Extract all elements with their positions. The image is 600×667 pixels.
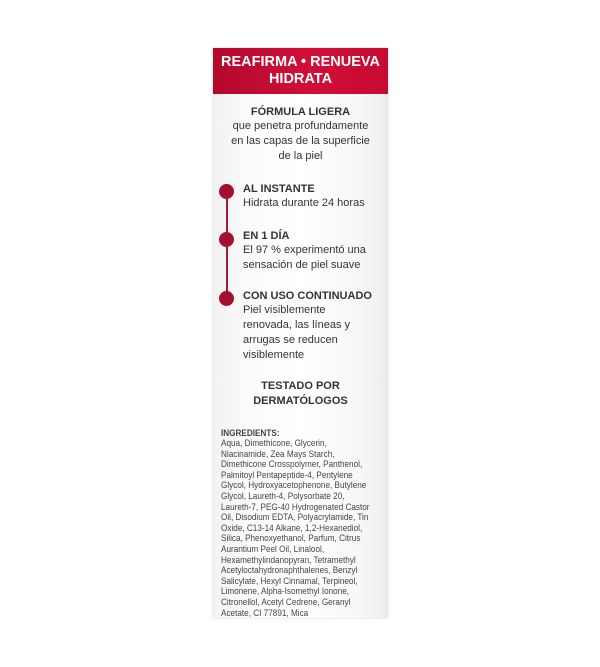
tested-line-1: TESTADO POR (261, 380, 340, 392)
formula-desc-line-1: que penetra profundamente (232, 120, 369, 132)
timeline-dot-instant (219, 184, 234, 199)
benefit-title: CON USO CONTINUADO (243, 290, 372, 302)
claims-banner (213, 48, 388, 94)
benefit-text: sensación de piel suave (243, 259, 361, 271)
benefit-title: EN 1 DÍA (243, 230, 290, 242)
ingredients-title: INGREDIENTS: (221, 428, 280, 439)
product-side-panel (213, 48, 388, 618)
ingredients-block (221, 428, 384, 618)
formula-title: FÓRMULA LIGERA (250, 106, 351, 118)
benefit-text: Hidrata durante 24 horas (243, 197, 365, 209)
tested-line-2: DERMATÓLOGOS (253, 395, 348, 407)
timeline-dot-one-day (219, 232, 234, 247)
formula-desc-line-2: en las capas de la superficie (231, 135, 370, 147)
benefit-text: Piel visiblemente (243, 304, 326, 316)
benefit-text: El 97 % experimentó una (243, 244, 366, 256)
formula-desc-line-3: de la piel (278, 150, 323, 162)
banner-hydrate-line: HIDRATA (268, 71, 333, 87)
benefit-instant (243, 182, 382, 211)
formula-section (213, 105, 388, 164)
benefit-text: arrugas se reducen (243, 334, 338, 346)
ingredients-list: Aqua, Dimethicone, Glycerin, Niacinamide, Zea Mays Starch, Dimethicone Crosspolymer, Panthenol, Palmitoyl Pentapeptide-4, Pentylene Glycol, Hydroxyacetophenone, Butylene Glycol, Laureth-4, Polysorbate 20, Laureth-7, PEG-40 Hydrogenated Castor Oil, Disodium EDTA, Polyacrylamide, Tin Oxide, C13-14 Alkane, 1,2-Hexanediol, Silica, Phenoxyethanol, Parfum, Citrus Aurantium Peel Oil, Linalool, Hexamethylindanopyran, Tetramethyl Acetyloctahydronaphthalenes, Benzyl Salicylate, Hexyl Cinnamal, Terpineol, Limonene, Alpha-Isomethyl Ionone, Citronellol, Acetyl Cedrene, Geranyl Acetate, CI 77891, Mica (221, 438, 370, 618)
dermatologist-tested-claim (213, 379, 388, 409)
benefit-text: renovada, las líneas y (243, 319, 351, 331)
benefit-text: visiblemente (243, 349, 305, 361)
banner-claims-line: REAFIRMA • RENUEVA (221, 54, 380, 70)
benefit-continued-use (243, 289, 382, 363)
benefit-one-day (243, 229, 382, 273)
benefit-title: AL INSTANTE (243, 183, 315, 195)
timeline-dot-continued-use (219, 291, 234, 306)
timeline-connector (226, 192, 228, 304)
